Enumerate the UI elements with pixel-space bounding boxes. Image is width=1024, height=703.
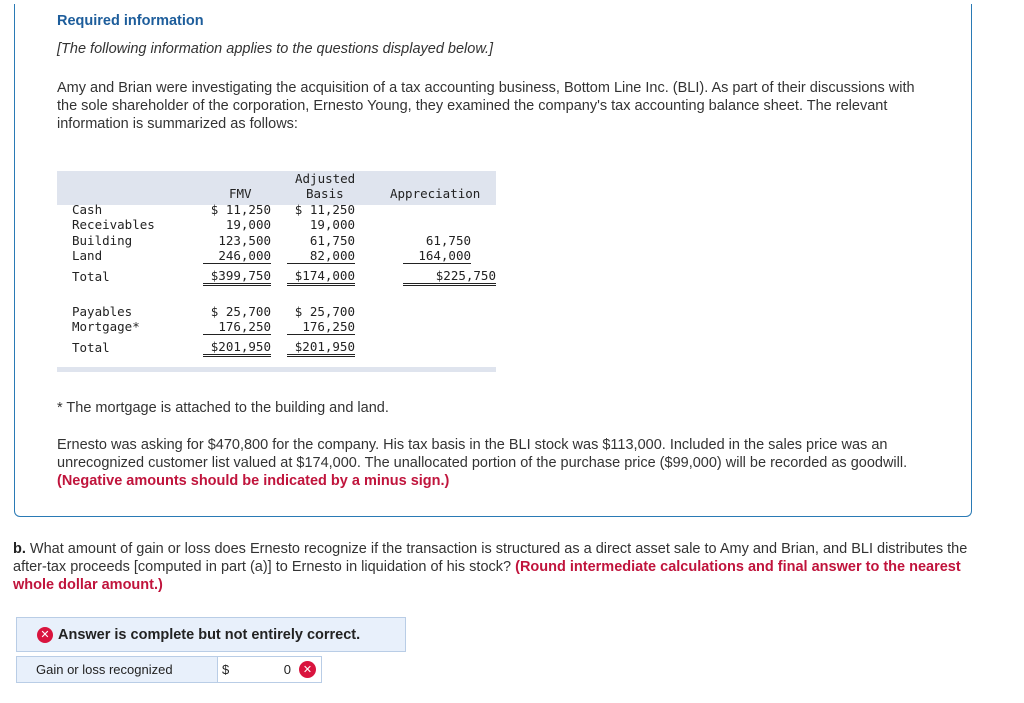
fmv-value: $ 25,700 (210, 304, 271, 319)
col-header-adjusted: Adjusted (295, 171, 356, 186)
basis-value: 61,750 (309, 233, 355, 248)
basis-value: 82,000 (287, 248, 355, 264)
gain-loss-label: Gain or loss recognized (16, 656, 218, 683)
appreciation-total: $225,750 (403, 268, 496, 286)
basis-total: $174,000 (287, 268, 355, 286)
col-header-appreciation: Appreciation (390, 186, 481, 201)
basis-value: $ 11,250 (294, 202, 355, 217)
gain-loss-value: 0 (283, 662, 291, 677)
question-b (13, 540, 993, 594)
basis-value: 19,000 (309, 217, 355, 232)
row-label-total: Total (72, 269, 110, 284)
currency-symbol: $ (222, 662, 230, 677)
fmv-total: $399,750 (203, 268, 271, 286)
negative-amount-note: (Negative amounts should be indicated by a minus sign.) (57, 473, 450, 489)
row-label: Mortgage* (72, 319, 140, 334)
fmv-value: 123,500 (218, 233, 271, 248)
table-bottom-band (57, 367, 496, 372)
detail-text: Ernesto was asking for $470,800 for the company. His tax basis in the BLI stock was $113,000. Included in the sales price was an unrecognized customer list valued at $174,000. The unallocated portion of the purchase price ($99,000) will be recorded as goodwill. (57, 437, 908, 471)
basis-value: $ 25,700 (294, 304, 355, 319)
row-label: Cash (72, 202, 103, 217)
gain-loss-input[interactable] (218, 656, 322, 683)
basis-total: $201,950 (287, 339, 355, 357)
row-label-total: Total (72, 340, 110, 355)
fmv-value: 246,000 (203, 248, 271, 264)
row-label: Building (72, 233, 133, 248)
x-circle-icon: ✕ (299, 661, 316, 678)
answer-status-text: Answer is complete but not entirely correct. (58, 626, 361, 643)
answer-status-banner (16, 617, 406, 652)
row-label: Payables (72, 304, 133, 319)
fmv-value: $ 11,250 (210, 202, 271, 217)
rounding-note: (Round intermediate calculations and final answer to the nearest whole dollar amount.) (13, 559, 961, 593)
appreciation-value: 61,750 (425, 233, 471, 248)
row-label: Receivables (72, 217, 155, 232)
answer-row (16, 656, 322, 683)
fmv-total: $201,950 (203, 339, 271, 357)
detail-paragraph (57, 436, 937, 490)
mortgage-footnote: * The mortgage is attached to the building and land. (57, 400, 389, 416)
applies-note: [The following information applies to the questions displayed below.] (57, 41, 494, 57)
appreciation-value: 164,000 (403, 248, 471, 264)
balance-sheet-table (57, 170, 496, 375)
question-text: What amount of gain or loss does Ernesto recognize if the transaction is structured as a direct asset sale to Amy and Brian, and BLI distributes the after-tax proceeds [computed in part (a)] to Ernesto in liquidation of his stock? (13, 541, 968, 575)
required-info-title: Required information (57, 13, 204, 29)
col-header-fmv: FMV (229, 186, 252, 201)
question-label: b. (13, 541, 26, 557)
x-circle-icon: ✕ (37, 627, 53, 643)
fmv-value: 19,000 (225, 217, 271, 232)
basis-value: 176,250 (287, 319, 355, 335)
row-label: Land (72, 248, 103, 263)
fmv-value: 176,250 (203, 319, 271, 335)
intro-paragraph: Amy and Brian were investigating the acquisition of a tax accounting business, Bottom Line Inc. (BLI). As part of their discussions with the sole shareholder of the corporation, Ernesto Young, they examined the company's tax accounting balance sheet. The relevant information is summarized as follows: (57, 80, 915, 132)
col-header-basis: Basis (306, 186, 344, 201)
